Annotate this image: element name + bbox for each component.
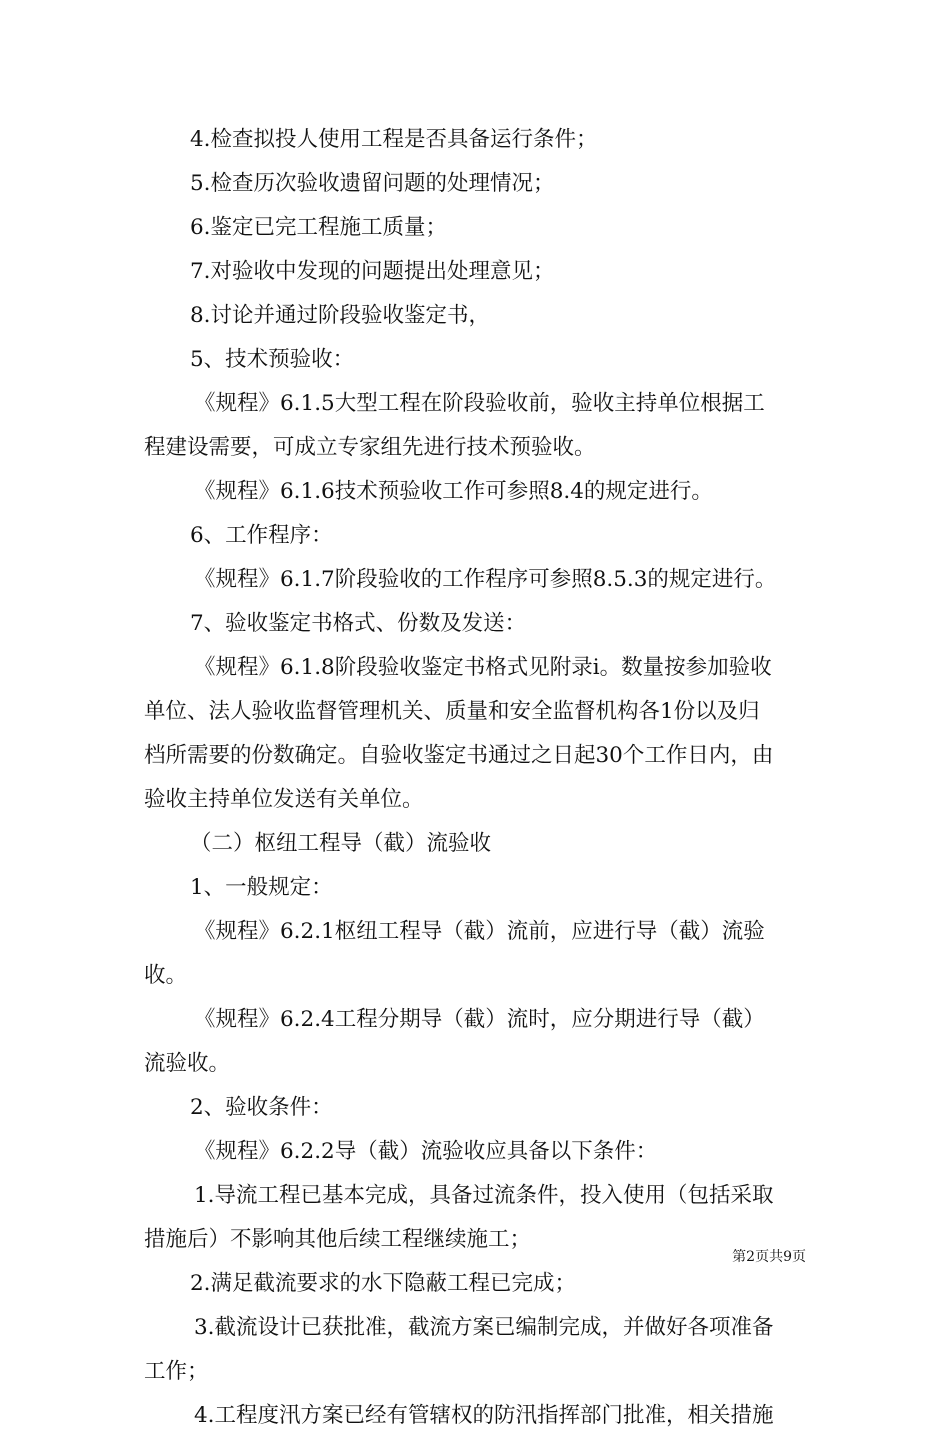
section-heading: （二）枢纽工程导（截）流验收 [190, 831, 492, 856]
paragraph-line: 《规程》6.1.6技术预验收工作可参照8.4的规定进行。 [194, 479, 713, 504]
section-heading: 2、验收条件： [190, 1095, 333, 1120]
paragraph-line: 单位、法人验收监督管理机关、质量和安全监督机构各1份以及归 [144, 699, 760, 724]
section-heading: 6、工作程序： [190, 523, 333, 548]
paragraph-line: 《规程》6.2.2导（截）流验收应具备以下条件： [194, 1139, 658, 1164]
paragraph-line: 收。 [144, 963, 188, 988]
paragraph-line: 5.检查历次验收遗留问题的处理情况； [190, 171, 555, 196]
paragraph-line: 《规程》6.1.5大型工程在阶段验收前，验收主持单位根据工 [194, 391, 765, 416]
paragraph-line: 流验收。 [144, 1051, 231, 1076]
paragraph-line: 措施后）不影响其他后续工程继续施工； [144, 1227, 532, 1252]
paragraph-line: 《规程》6.2.1枢纽工程导（截）流前，应进行导（截）流验 [194, 919, 765, 944]
paragraph-line: 8.讨论并通过阶段验收鉴定书， [190, 303, 491, 328]
document-body [144, 118, 812, 1438]
paragraph-line: 程建设需要，可成立专家组先进行技术预验收。 [144, 435, 596, 460]
paragraph-line: 3.截流设计已获批准，截流方案已编制完成，并做好各项准备 [194, 1315, 774, 1340]
paragraph-line: 验收主持单位发送有关单位。 [144, 787, 424, 812]
paragraph-line: 7.对验收中发现的问题提出处理意见； [190, 259, 555, 284]
section-heading: 5、技术预验收： [190, 347, 355, 372]
paragraph-line: 工作； [144, 1359, 209, 1384]
section-heading: 1、一般规定： [190, 875, 333, 900]
paragraph-line: 4.工程度汛方案已经有管辖权的防汛指挥部门批准，相关措施 [194, 1403, 774, 1428]
paragraph-line: 《规程》6.1.8阶段验收鉴定书格式见附录i。数量按参加验收 [194, 655, 772, 680]
section-heading: 7、验收鉴定书格式、份数及发送： [190, 611, 527, 636]
paragraph-line: 4.检查拟投人使用工程是否具备运行条件； [190, 127, 598, 152]
paragraph-line: 《规程》6.1.7阶段验收的工作程序可参照8.5.3的规定进行。 [194, 567, 777, 592]
paragraph-line: 档所需要的份数确定。自验收鉴定书通过之日起30个工作日内，由 [144, 743, 774, 768]
paragraph-line: 2.满足截流要求的水下隐蔽工程已完成； [190, 1271, 577, 1296]
paragraph-line: 1.导流工程已基本完成，具备过流条件，投入使用（包括采取 [194, 1183, 774, 1208]
page-number: 第2页共9页 [732, 1249, 806, 1265]
paragraph-line: 6.鉴定已完工程施工质量； [190, 215, 448, 240]
paragraph-line: 《规程》6.2.4工程分期导（截）流时，应分期进行导（截） [194, 1007, 765, 1032]
